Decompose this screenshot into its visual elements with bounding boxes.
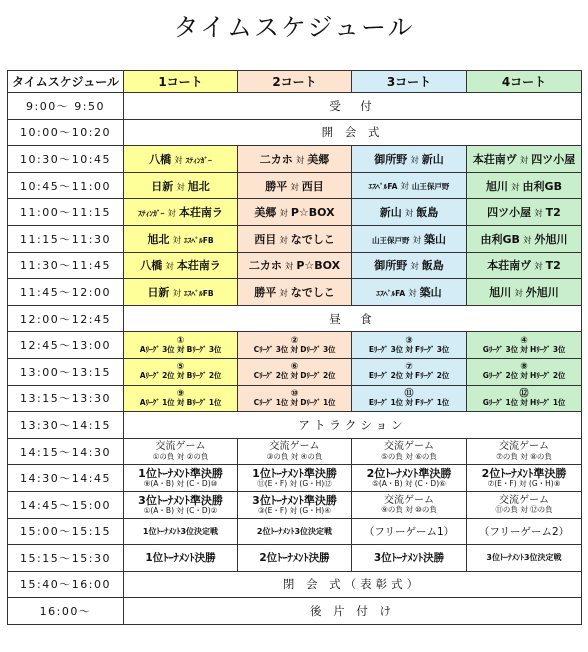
- team-b: 外旭川: [534, 232, 568, 246]
- match-number: ①: [176, 335, 185, 346]
- vs-label: 対: [165, 262, 174, 273]
- team-b: 本荘南ラ: [178, 206, 223, 220]
- game-title: 1位ﾄｰﾅﾒﾝﾄ準決勝: [138, 467, 223, 481]
- time-cell: 14:15～14:30: [8, 438, 124, 465]
- event-cell: 閉 会 式（表彰式）: [124, 571, 582, 598]
- game-detail: ①の負 対 ②の負: [152, 451, 209, 461]
- team-b: 旭北: [187, 179, 210, 193]
- team-b: 由利GB: [522, 179, 562, 193]
- event-cell: 受 付: [124, 93, 582, 120]
- match-number: ③: [405, 335, 413, 346]
- team-a: 新山: [379, 206, 402, 220]
- game-detail: ⑪の負 対 ⑫の負: [495, 505, 553, 515]
- vs-label: 対: [514, 288, 523, 299]
- game-detail: ①(A・B) 対 (C・D)②: [143, 505, 218, 515]
- team-a: 日新: [151, 179, 174, 193]
- game-cell: [238, 491, 352, 518]
- header-court-1: 1コート: [124, 71, 238, 93]
- header-court-4: 4コート: [467, 71, 582, 93]
- match-text: Cﾘｰｸﾞ 2位 対 Dﾘｰｸﾞ 2位: [253, 371, 336, 381]
- vs-label: 対: [279, 288, 288, 299]
- team-a: 勝平: [265, 179, 288, 193]
- vs-label: 対: [511, 182, 520, 193]
- match-cell: [124, 199, 238, 226]
- game-title: 3位ﾄｰﾅﾒﾝﾄ準決勝: [252, 493, 337, 507]
- game-cell: [238, 465, 352, 492]
- event-cell: 昼 食: [124, 305, 582, 332]
- vs-label: 対: [167, 209, 176, 220]
- vs-label: 対: [295, 155, 305, 166]
- vs-label: 対: [404, 209, 414, 220]
- match-cell: [352, 252, 467, 279]
- match-cell: [467, 225, 582, 252]
- time-cell: 11:30～11:45: [8, 252, 124, 279]
- vs-label: 対: [519, 155, 529, 166]
- team-a: 勝平: [254, 285, 277, 299]
- header-court-3: 3コート: [352, 71, 467, 93]
- match-cell: [238, 252, 352, 279]
- team-a: 美郷: [254, 206, 277, 220]
- time-cell: 15:15～15:30: [8, 545, 124, 572]
- time-cell: 10:30～10:45: [8, 146, 124, 173]
- time-cell: 10:45～11:00: [8, 172, 124, 199]
- match-text: Gﾘｰｸﾞ 1位 対 Hﾘｰｸﾞ 1位: [482, 398, 566, 408]
- team-a: 本荘南ヴ: [472, 152, 517, 166]
- team-a: 四ツ小屋: [487, 206, 532, 220]
- vs-label: 対: [410, 262, 419, 273]
- match-cell: [467, 279, 582, 306]
- game-detail: ③(E・F) 対 (G・H)④: [258, 505, 331, 515]
- game-detail: ⑤(A・B) 対 (C・D)⑥: [372, 478, 446, 488]
- time-cell: 16:00～: [8, 598, 124, 625]
- match-cell: [467, 199, 582, 226]
- team-b: 新山: [421, 152, 444, 166]
- match-number: ⑨: [176, 389, 185, 400]
- schedule-table: [7, 70, 582, 625]
- game-cell: [352, 465, 467, 492]
- table-row: [8, 119, 582, 146]
- time-cell: 11:00～11:15: [8, 199, 124, 226]
- team-a: 本荘南ヴ: [487, 259, 532, 273]
- match-number: ⑪: [404, 389, 414, 400]
- match-text: Cﾘｰｸﾞ 1位 対 Dﾘｰｸﾞ 1位: [253, 398, 336, 408]
- team-b: 四ツ小屋: [531, 152, 576, 166]
- match-number: ⑦: [405, 362, 413, 373]
- match-text: Cﾘｰｸﾞ 3位 対 Dﾘｰｸﾞ 3位: [253, 344, 336, 354]
- match-cell: [467, 146, 582, 173]
- vs-label: 対: [400, 182, 409, 193]
- game-cell: [124, 491, 238, 518]
- match-number: ⑥: [290, 362, 299, 373]
- table-row: [8, 438, 582, 465]
- team-a: 八橋: [149, 152, 172, 166]
- match-cell: [352, 279, 467, 306]
- team-b: 築山: [424, 232, 446, 246]
- game-title: 交流ゲーム: [499, 494, 549, 506]
- table-row: [8, 571, 582, 598]
- team-a: 西目: [254, 232, 277, 246]
- page-title: タイムスケジュール: [173, 13, 415, 42]
- table-row: [8, 491, 582, 518]
- match-text: Eﾘｰｸﾞ 3位 対 Fﾘｰｸﾞ 3位: [368, 344, 450, 354]
- team-b: なでしこ: [290, 285, 335, 299]
- event-cell: 後 片 付 け: [124, 598, 582, 625]
- vs-label: 対: [172, 288, 181, 299]
- game-cell: [124, 465, 238, 492]
- team-b: 築山: [419, 285, 442, 299]
- match-text: Eﾘｰｸﾞ 1位 対 Fﾘｰｸﾞ 1位: [368, 398, 450, 408]
- table-row: [8, 93, 582, 120]
- time-cell: 15:40～16:00: [8, 571, 124, 598]
- match-cell: [124, 252, 238, 279]
- game-cell: 2位ﾄｰﾅﾒﾝﾄ3位決定戦: [238, 518, 352, 545]
- game-cell: [238, 438, 352, 465]
- time-cell: 14:30～14:45: [8, 465, 124, 492]
- game-title: 交流ゲーム: [269, 441, 320, 453]
- team-b: P☆BOX: [290, 206, 335, 220]
- time-cell: 12:00～12:45: [8, 305, 124, 332]
- match-text: Eﾘｰｸﾞ 2位 対 Fﾘｰｸﾞ 2位: [368, 371, 450, 381]
- vs-label: 対: [412, 235, 421, 246]
- event-cell: 開 会 式: [124, 119, 582, 146]
- event-cell: アトラクション: [124, 412, 582, 439]
- knockout-cell: [467, 385, 582, 412]
- team-a: 旭北: [147, 232, 170, 246]
- knockout-cell: [352, 332, 467, 359]
- table-row: [8, 518, 582, 545]
- table-row: [8, 358, 582, 385]
- match-text: Gﾘｰｸﾞ 2位 対 Hﾘｰｸﾞ 2位: [482, 371, 566, 381]
- match-number: ⑧: [520, 362, 528, 373]
- team-a: 山王保戸野: [371, 235, 410, 245]
- match-cell: [467, 172, 582, 199]
- team-b: 本荘南ラ: [176, 259, 221, 273]
- match-number: ⑤: [176, 362, 185, 373]
- time-cell: 15:00～15:15: [8, 518, 124, 545]
- game-detail: ⑪(E・F) 対 (G・H)⑫: [257, 478, 332, 488]
- team-b: 美郷: [307, 152, 330, 166]
- time-cell: 11:45～12:00: [8, 279, 124, 306]
- match-cell: [124, 225, 238, 252]
- game-cell: [467, 438, 582, 465]
- time-cell: 13:15～13:30: [8, 385, 124, 412]
- team-a: ｴｽﾍﾟﾙFA: [376, 288, 406, 298]
- vs-label: 対: [284, 262, 294, 273]
- game-cell: 3位ﾄｰﾅﾒﾝﾄ3位決定戦: [467, 545, 582, 572]
- knockout-cell: [238, 332, 352, 359]
- team-a: 由利GB: [480, 232, 520, 246]
- match-cell: [352, 146, 467, 173]
- table-row: [8, 279, 582, 306]
- game-cell: 1位ﾄｰﾅﾒﾝﾄ決勝: [124, 545, 238, 572]
- team-b: 外旭川: [525, 285, 559, 299]
- match-cell: [352, 225, 467, 252]
- knockout-cell: [124, 332, 238, 359]
- time-cell: 11:15～11:30: [8, 225, 124, 252]
- game-title: 交流ゲーム: [499, 441, 549, 453]
- game-cell: 2位ﾄｰﾅﾒﾝﾄ決勝: [238, 545, 352, 572]
- time-cell: 10:00～10:20: [8, 119, 124, 146]
- game-detail: ⑨の負 対 ⑩の負: [381, 505, 437, 515]
- game-detail: ⑤の負 対 ⑥の負: [381, 451, 437, 461]
- team-a: 八橋: [140, 259, 163, 273]
- match-cell: [467, 252, 582, 279]
- vs-label: 対: [279, 235, 288, 246]
- time-cell: 14:45～15:00: [8, 491, 124, 518]
- team-a: 二カホ: [259, 152, 293, 166]
- match-text: Aﾘｰｸﾞ 3位 対 Bﾘｰｸﾞ 3位: [139, 344, 222, 354]
- match-cell: [238, 146, 352, 173]
- game-title: 交流ゲーム: [155, 441, 206, 453]
- match-text: Aﾘｰｸﾞ 1位 対 Bﾘｰｸﾞ 1位: [139, 398, 222, 408]
- match-cell: [238, 225, 352, 252]
- match-text: Aﾘｰｸﾞ 2位 対 Bﾘｰｸﾞ 2位: [139, 371, 222, 381]
- game-title: 2位ﾄｰﾅﾒﾝﾄ準決勝: [366, 467, 452, 481]
- table-row: [8, 252, 582, 279]
- game-title: 2位ﾄｰﾅﾒﾝﾄ準決勝: [481, 467, 567, 481]
- team-b: ｴｽﾍﾟﾙFB: [183, 235, 214, 245]
- match-cell: [238, 172, 352, 199]
- table-row: [8, 465, 582, 492]
- match-number: ⑫: [519, 389, 529, 400]
- vs-label: 対: [172, 235, 181, 246]
- team-a: 旭川: [489, 285, 512, 299]
- knockout-cell: [238, 385, 352, 412]
- knockout-cell: [352, 385, 467, 412]
- table-row: [8, 385, 582, 412]
- vs-label: 対: [408, 288, 417, 299]
- team-b: T2: [545, 206, 561, 220]
- match-cell: [124, 279, 238, 306]
- team-b: ｴｽﾍﾟﾙFB: [183, 288, 214, 298]
- game-detail: ⑦の負 対 ⑧の負: [496, 451, 552, 461]
- team-b: T2: [545, 259, 561, 273]
- game-cell: [467, 465, 582, 492]
- game-cell: [352, 438, 467, 465]
- team-a: ｴｽﾍﾟﾙFA: [368, 182, 398, 192]
- knockout-cell: [124, 358, 238, 385]
- team-a: ｽﾃｨﾝｶﾞｰ: [138, 209, 165, 219]
- vs-label: 対: [534, 209, 543, 220]
- vs-label: 対: [290, 182, 299, 193]
- match-cell: [352, 199, 467, 226]
- match-number: ⑩: [290, 389, 299, 400]
- table-row: [8, 172, 582, 199]
- time-cell: 9:00～ 9:50: [8, 93, 124, 120]
- table-row: [8, 598, 582, 625]
- team-b: 山王保戸野: [411, 182, 450, 192]
- team-b: 飯島: [416, 206, 439, 220]
- game-cell: （フリーゲーム2）: [467, 518, 582, 545]
- vs-label: 対: [522, 235, 532, 246]
- match-cell: [124, 146, 238, 173]
- game-title: 3位ﾄｰﾅﾒﾝﾄ準決勝: [138, 493, 223, 507]
- vs-label: 対: [534, 262, 543, 273]
- team-a: 旭川: [486, 179, 509, 193]
- match-number: ②: [290, 335, 299, 346]
- team-b: 西目: [301, 179, 324, 193]
- knockout-cell: [352, 358, 467, 385]
- vs-label: 対: [174, 155, 183, 166]
- match-cell: [352, 172, 467, 199]
- time-cell: 13:30～14:15: [8, 412, 124, 439]
- game-title: 交流ゲーム: [384, 494, 434, 506]
- vs-label: 対: [176, 182, 185, 193]
- team-b: P☆BOX: [296, 259, 341, 273]
- knockout-cell: [467, 332, 582, 359]
- vs-label: 対: [279, 209, 288, 220]
- table-row: [8, 225, 582, 252]
- game-detail: ⑨(A・B) 対 (C・D)⑩: [143, 478, 218, 488]
- game-cell: 1位ﾄｰﾅﾒﾝﾄ3位決定戦: [124, 518, 238, 545]
- team-a: 二カホ: [248, 259, 282, 273]
- match-text: Gﾘｰｸﾞ 3位 対 Hﾘｰｸﾞ 3位: [482, 344, 566, 354]
- table-row: [8, 412, 582, 439]
- match-cell: [238, 199, 352, 226]
- game-cell: 3位ﾄｰﾅﾒﾝﾄ決勝: [352, 545, 467, 572]
- table-row: [8, 305, 582, 332]
- table-row: [8, 545, 582, 572]
- team-b: なでしこ: [290, 232, 335, 246]
- game-cell: [124, 438, 238, 465]
- team-a: 御所野: [374, 152, 408, 166]
- match-cell: [124, 172, 238, 199]
- knockout-cell: [124, 385, 238, 412]
- match-number: ④: [520, 335, 528, 346]
- time-cell: 13:00～13:15: [8, 358, 124, 385]
- schedule-body: [8, 71, 582, 625]
- team-a: 日新: [147, 285, 170, 299]
- match-cell: [238, 279, 352, 306]
- header-row: [8, 71, 582, 93]
- game-title: 交流ゲーム: [384, 441, 434, 453]
- header-court-2: 2コート: [238, 71, 352, 93]
- team-b: ｽﾃｨﾝｶﾞｰ: [185, 155, 212, 165]
- team-a: 御所野: [374, 259, 408, 273]
- table-row: [8, 146, 582, 173]
- table-row: [8, 199, 582, 226]
- game-title: 1位ﾄｰﾅﾒﾝﾄ準決勝: [252, 467, 337, 481]
- game-cell: （フリーゲーム1）: [352, 518, 467, 545]
- header-time: タイムスケジュール: [8, 71, 124, 93]
- knockout-cell: [238, 358, 352, 385]
- game-cell: [467, 491, 582, 518]
- table-row: [8, 332, 582, 359]
- knockout-cell: [467, 358, 582, 385]
- vs-label: 対: [410, 155, 419, 166]
- time-cell: 12:45～13:00: [8, 332, 124, 359]
- game-cell: [352, 491, 467, 518]
- game-detail: ⑦(E・F) 対 (G・H)⑧: [487, 478, 561, 488]
- game-detail: ③の負 対 ④の負: [266, 451, 323, 461]
- team-b: 飯島: [421, 259, 444, 273]
